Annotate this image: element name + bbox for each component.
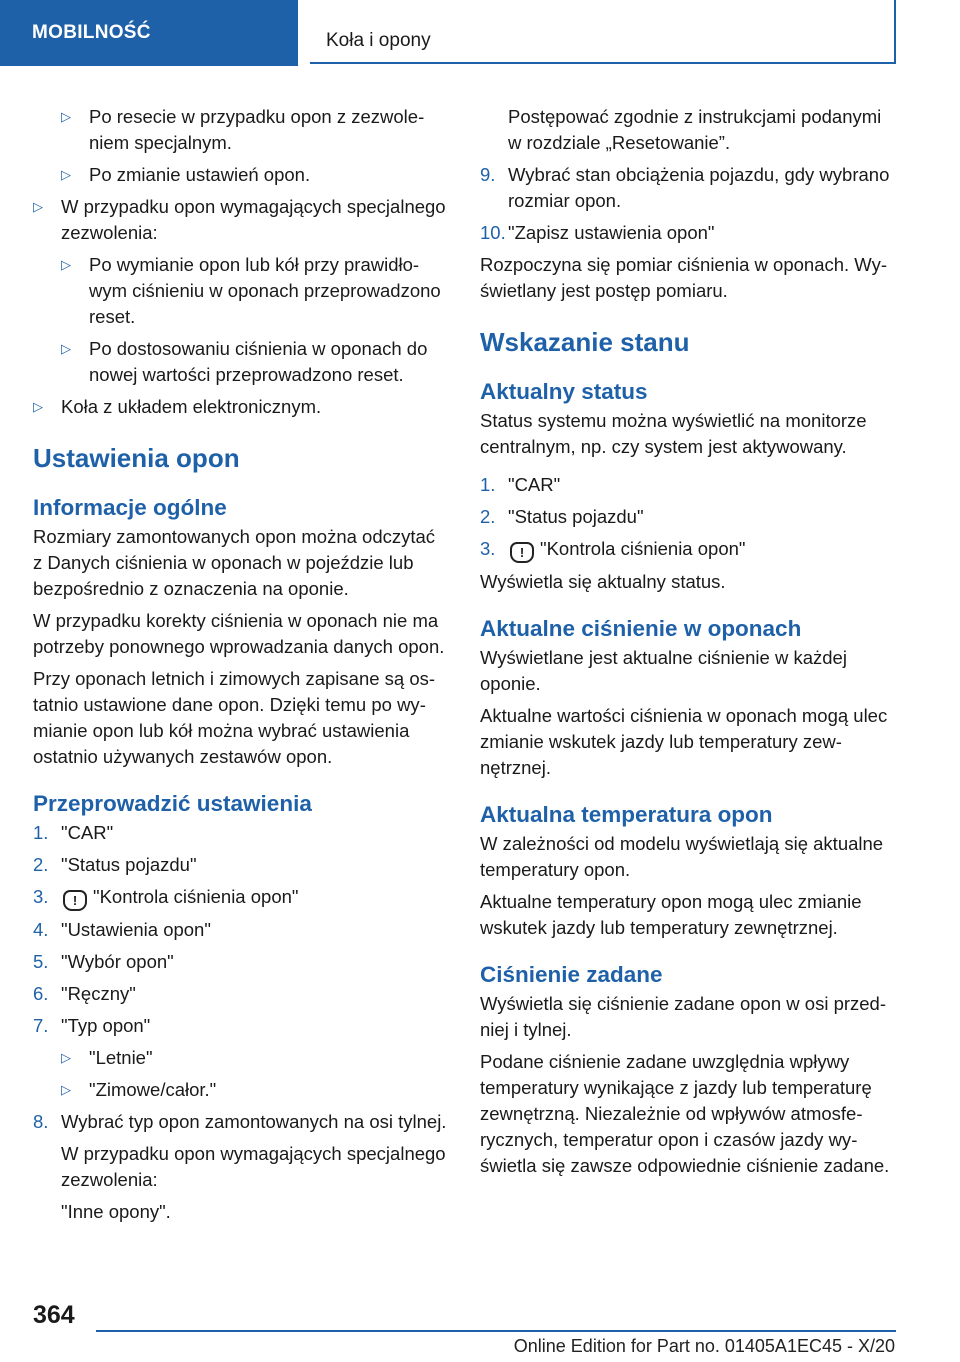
triangle-right-icon: ▷ <box>33 199 43 214</box>
right-column <box>480 104 896 1185</box>
step-item <box>33 820 448 846</box>
step-text <box>508 504 896 530</box>
triangle-right-icon: ▷ <box>61 341 71 356</box>
step-item <box>480 536 896 563</box>
list-item-text: "Letnie" <box>89 1047 153 1068</box>
step-text <box>61 820 448 846</box>
step-text <box>61 981 448 1007</box>
paragraph: Wyświetlane jest aktualne ciśnienie w każdej oponie. <box>480 647 847 694</box>
paragraph: Aktualne wartości ciśnienia w oponach mogą ulec zmianie wskutek jazdy lub temperatury zewnętrznej. <box>480 705 888 778</box>
triangle-right-icon: ▷ <box>61 167 71 182</box>
step-item <box>480 472 896 498</box>
step-item <box>33 917 448 943</box>
list-item <box>33 336 448 388</box>
subheading-target-pressure: Ciśnienie zadane <box>480 962 663 987</box>
list-item <box>33 194 448 246</box>
footer-edition: Online Edition for Part no. 01405A1EC45 - X/20 <box>513 1336 895 1356</box>
paragraph: Rozmiary zamontowanych opon można odczytać z Danych ciśnienia w oponach w pojeździe lub bezpośrednio z oznaczenia na oponie. <box>33 526 436 599</box>
paragraph: Postępować zgodnie z instrukcjami podanymi w rozdziale „Resetowanie”. <box>508 106 882 153</box>
list-item-text: W przypadku opon wymagających specjalnego zezwolenia: <box>61 196 446 243</box>
step-number: 6. <box>33 983 49 1004</box>
paragraph: "Inne opony". <box>61 1201 171 1222</box>
subheading-current-status: Aktualny status <box>480 379 648 404</box>
paragraph: W przypadku korekty ciśnienia w oponach nie ma potrzeby ponownego wprowadzania danych opon. <box>33 610 445 657</box>
step-number: 1. <box>33 822 49 843</box>
left-column <box>33 104 448 1231</box>
triangle-right-icon: ▷ <box>61 257 71 272</box>
chapter-tab <box>310 0 896 64</box>
step-number: 10. <box>480 222 506 243</box>
step-label: "Kontrola ciśnienia opon" <box>540 538 746 559</box>
list-item-text: Po resecie w przypadku opon z zezwoleniem specjalnym. <box>89 106 425 153</box>
list-item-text: Po zmianie ustawień opon. <box>89 164 311 185</box>
step-item <box>33 1013 448 1039</box>
step-number: 2. <box>33 854 49 875</box>
step-text <box>61 917 448 943</box>
step-label: "Typ opon" <box>61 1015 151 1036</box>
subheading-current-pressure: Aktualne ciśnienie w oponach <box>480 616 802 641</box>
subheading-perform-settings: Przeprowadzić ustawienia <box>33 791 312 816</box>
step-item <box>480 504 896 530</box>
section-tab: MOBILNOŚĆ <box>0 0 298 66</box>
step-item <box>33 852 448 878</box>
paragraph: Wyświetla się aktualny status. <box>480 571 726 592</box>
numbered-steps <box>480 472 896 563</box>
paragraph: Podane ciśnienie zadane uwzględnia wpływy temperatury wynikające z jazdy lub temperaturę zewnętrzną. Niezależnie od wpływów atmosferycznych, temperatur opon i czasów jazdy wyświetla się zawsze odpowiednie ciśnienie zadane. <box>480 1051 890 1176</box>
list-item-text: Koła z układem elektronicznym. <box>61 396 322 417</box>
list-item-text: Po wymianie opon lub kół przy prawidłowym ciśnieniu w oponach przeprowadzono reset. <box>89 254 441 327</box>
list-item <box>33 104 448 156</box>
step-item <box>480 162 896 214</box>
step-number: 4. <box>33 919 49 940</box>
numbered-steps <box>480 162 896 246</box>
list-item <box>33 1077 448 1103</box>
step-label: "CAR" <box>61 822 114 843</box>
triangle-right-icon: ▷ <box>33 399 43 414</box>
subheading-tire-temperature: Aktualna temperatura opon <box>480 802 773 827</box>
page-number: 364 <box>33 1301 75 1329</box>
step-text <box>61 884 448 911</box>
triangle-right-icon: ▷ <box>61 1082 71 1097</box>
paragraph: Wyświetla się ciśnienie zadane opon w osi przedniej i tylnej. <box>480 993 887 1040</box>
step-text <box>61 852 448 878</box>
numbered-steps <box>33 820 448 1039</box>
footer-rule <box>96 1330 896 1332</box>
step-label: "Kontrola ciśnienia opon" <box>93 886 299 907</box>
step-text <box>508 472 896 498</box>
step-label: "Status pojazdu" <box>61 854 197 875</box>
list-item-text: "Zimowe/całor." <box>89 1079 217 1100</box>
section-heading-status: Wskazanie stanu <box>480 327 690 357</box>
chapter-title: Koła i opony <box>326 30 431 51</box>
step7-sublist <box>33 1045 448 1103</box>
step-label: "Ustawienia opon" <box>61 919 211 940</box>
paragraph: Aktualne temperatury opon mogą ulec zmianie wskutek jazdy lub temperatury zewnętrznej. <box>480 891 862 938</box>
subheading-general-info: Informacje ogólne <box>33 495 227 520</box>
step-text: Wybrać typ opon zamontowanych na osi tylnej. <box>61 1111 447 1132</box>
step-text <box>61 1013 448 1039</box>
section-heading-tire-settings: Ustawienia opon <box>33 443 240 473</box>
triangle-right-icon: ▷ <box>61 1050 71 1065</box>
step-text <box>508 536 896 563</box>
step-item <box>33 1109 448 1135</box>
list-item <box>33 1045 448 1071</box>
list-item <box>33 252 448 330</box>
step-number: 2. <box>480 506 496 527</box>
list-item <box>33 162 448 188</box>
step-number: 5. <box>33 951 49 972</box>
list-item-text: Po dostosowaniu ciśnienia w oponach do nowej wartości przeprowadzono reset. <box>89 338 428 385</box>
step-label: "CAR" <box>508 474 561 495</box>
step-number: 9. <box>480 164 496 185</box>
tire-pressure-warning-icon: ! <box>63 890 87 911</box>
step-number: 3. <box>480 538 496 559</box>
step-label: "Status pojazdu" <box>508 506 644 527</box>
paragraph: Rozpoczyna się pomiar ciśnienia w oponach. Wyświetlany jest postęp pomiaru. <box>480 254 888 301</box>
paragraph: Przy oponach letnich i zimowych zapisane są ostatnio ustawione dane opon. Dzięki temu po wymianie opon lub kół można wybrać ustawienia ostatnio używanych zestawów opon. <box>33 668 436 767</box>
paragraph: W przypadku opon wymagających specjalnego zezwolenia: <box>61 1143 446 1190</box>
step-number: 3. <box>33 886 49 907</box>
step-text <box>508 220 896 246</box>
list-item <box>33 394 448 420</box>
step-label: "Wybór opon" <box>61 951 174 972</box>
step-item <box>33 949 448 975</box>
step-label: "Ręczny" <box>61 983 136 1004</box>
paragraph: W zależności od modelu wyświetlają się aktualne temperatury opon. <box>480 833 884 880</box>
step-label: "Zapisz ustawienia opon" <box>508 222 715 243</box>
step-number: 8. <box>33 1111 49 1132</box>
step-number: 7. <box>33 1015 49 1036</box>
triangle-right-icon: ▷ <box>61 109 71 124</box>
step-text <box>508 162 896 214</box>
step-item <box>33 981 448 1007</box>
step-item <box>480 220 896 246</box>
bullet-list <box>33 104 448 420</box>
step-item <box>33 884 448 911</box>
step-number: 1. <box>480 474 496 495</box>
step-label: Wybrać stan obciążenia pojazdu, gdy wybrano rozmiar opon. <box>508 164 890 211</box>
tire-pressure-warning-icon: ! <box>510 542 534 563</box>
step-text <box>61 949 448 975</box>
paragraph: Status systemu można wyświetlić na monitorze centralnym, np. czy system jest aktywowany. <box>480 410 867 457</box>
